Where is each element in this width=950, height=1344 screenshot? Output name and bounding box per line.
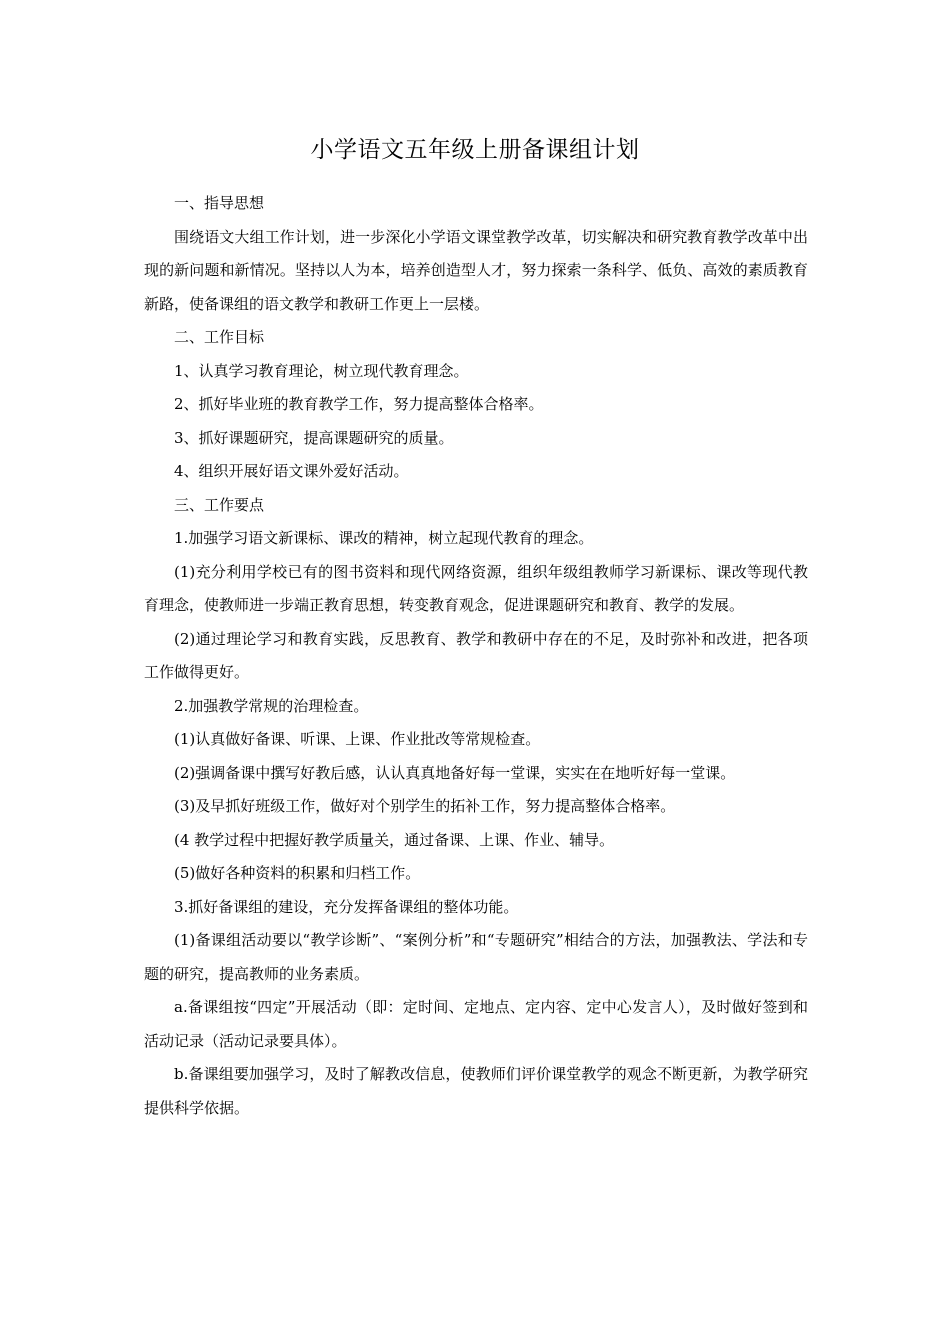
list-item: (2)通过理论学习和教育实践，反思教育、教学和教研中存在的不足，及时弥补和改进，把各项工作做得更好。 xyxy=(144,629,808,681)
goal-item: 3、抓好课题研究，提高课题研究的质量。 xyxy=(174,428,454,447)
list-item: (4 教学过程中把握好教学质量关，通过备课、上课、作业、辅导。 xyxy=(174,830,615,849)
goal-item: 4、组织开展好语文课外爱好活动。 xyxy=(174,462,409,480)
section-heading-work-goals: 二、工作目标 xyxy=(174,328,265,346)
goal-item: 1、认真学习教育理论，树立现代教育理念。 xyxy=(174,361,469,380)
section-heading-key-points: 三、工作要点 xyxy=(174,495,265,514)
list-item: b.备课组要加强学习，及时了解教改信息，使教师们评价课堂教学的观念不断更新，为教学研究提供科学依据。 xyxy=(144,1065,808,1117)
list-item: (1)认真做好备课、听课、上课、作业批改等常规检查。 xyxy=(174,730,541,748)
list-item: (1)充分利用学校已有的图书资料和现代网络资源，组织年级组教师学习新课标、课改等现代教育理念，使教师进一步端正教育思想，转变教育观念，促进课题研究和教育、教学的发展。 xyxy=(144,562,808,614)
document-body xyxy=(144,187,808,1125)
list-item: a.备课组按“四定”开展活动（即：定时间、定地点、定内容、定中心发言人），及时做好签到和活动记录（活动记录要具体）。 xyxy=(144,998,808,1050)
list-item: (2)强调备课中撰写好教后感，认认真真地备好每一堂课，实实在在地听好每一堂课。 xyxy=(174,763,736,782)
section-heading-guiding-ideology: 一、指导思想 xyxy=(174,194,265,212)
list-item: (1)备课组活动要以“教学诊断”、“案例分析”和“专题研究”相结合的方法，加强教法、学法和专题的研究，提高教师的业务素质。 xyxy=(144,931,808,983)
subsection-heading: 3.抓好备课组的建设，充分发挥备课组的整体功能。 xyxy=(174,897,519,916)
list-item: (5)做好各种资料的积累和归档工作。 xyxy=(174,864,421,882)
goal-item: 2、抓好毕业班的教育教学工作，努力提高整体合格率。 xyxy=(174,395,544,413)
list-item: (3)及早抓好班级工作，做好对个别学生的拓补工作，努力提高整体合格率。 xyxy=(174,797,676,815)
document-title: 小学语文五年级上册备课组计划 xyxy=(310,137,640,163)
subsection-heading: 1.加强学习语文新课标、课改的精神，树立起现代教育的理念。 xyxy=(174,529,594,547)
paragraph: 围绕语文大组工作计划，进一步深化小学语文课堂教学改革，切实解决和研究教育教学改革中出现的新问题和新情况。坚持以人为本，培养创造型人才，努力探索一条科学、低负、高效的素质教育新路，使备课组的语文教学和教研工作更上一层楼。 xyxy=(144,227,808,313)
subsection-heading: 2.加强教学常规的治理检查。 xyxy=(174,696,369,715)
